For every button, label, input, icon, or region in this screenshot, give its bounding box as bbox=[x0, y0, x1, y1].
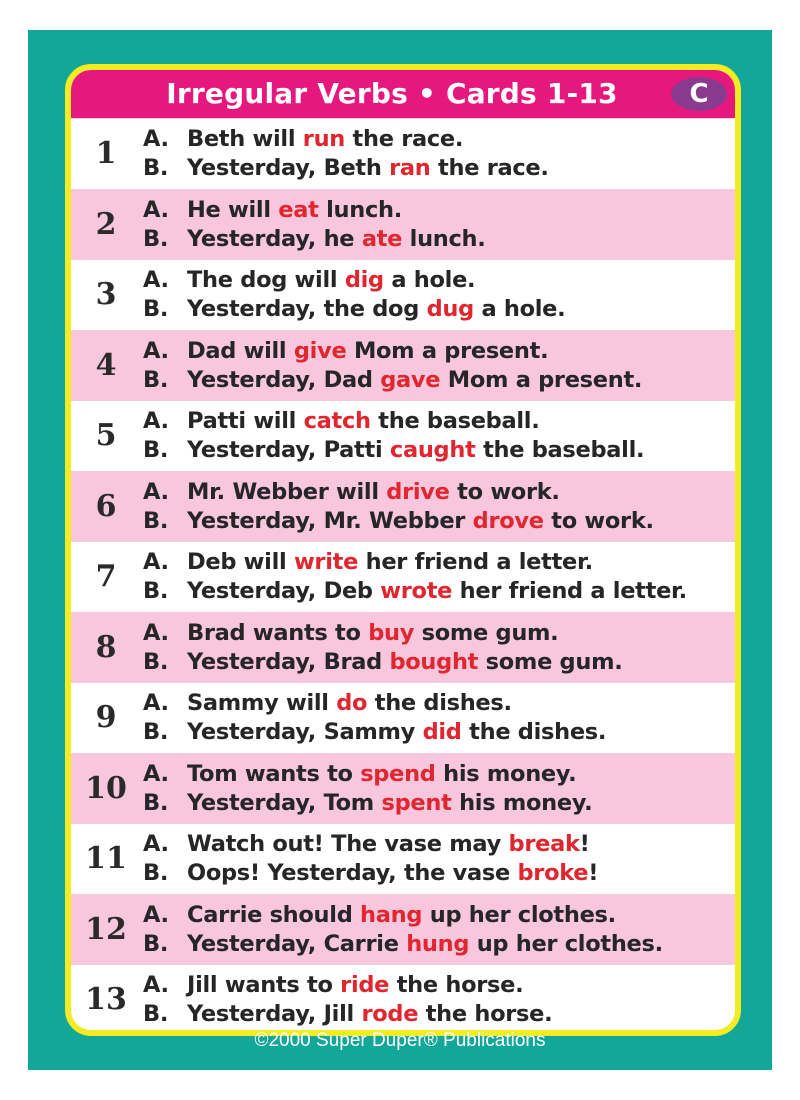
present-verb: dig bbox=[344, 267, 384, 293]
present-verb: give bbox=[293, 337, 347, 364]
sentence-pair bbox=[143, 901, 735, 959]
sentence-b-before: Yesterday, Patti bbox=[187, 437, 390, 463]
label-b: B. bbox=[143, 719, 169, 745]
sentence-pair bbox=[143, 337, 735, 395]
sentence-a bbox=[143, 125, 735, 154]
sentence-a bbox=[143, 830, 735, 859]
card-header bbox=[71, 70, 735, 118]
sentence-b bbox=[143, 436, 735, 465]
sentence-b-after: the baseball. bbox=[475, 437, 645, 463]
row-number: 6 bbox=[95, 488, 117, 524]
sentence-a-before: Mr. Webber will bbox=[187, 478, 387, 505]
sentence-a-after: her friend a letter. bbox=[358, 549, 593, 575]
label-b: B. bbox=[143, 789, 169, 816]
sentence-b-after: the dishes. bbox=[461, 719, 607, 745]
sentence-b-before: Yesterday, Brad bbox=[187, 648, 390, 675]
label-a: A. bbox=[143, 831, 169, 857]
sentence-b-after: to work. bbox=[543, 507, 654, 534]
past-verb: spent bbox=[381, 789, 452, 816]
sentence-b-before: Yesterday, the dog bbox=[187, 296, 427, 322]
sentence-a-before: He will bbox=[187, 196, 279, 223]
past-verb: drove bbox=[472, 507, 544, 534]
sentence-b bbox=[143, 648, 735, 677]
sentence-b-before: Yesterday, Carrie bbox=[187, 930, 407, 957]
sentence-a-before: Watch out! The vase may bbox=[187, 831, 509, 857]
sentence-b-after: the horse. bbox=[418, 1001, 553, 1027]
row-number: 3 bbox=[95, 277, 117, 313]
sentence-b-before: Yesterday, Sammy bbox=[187, 719, 423, 745]
sentence-a-after: the horse. bbox=[389, 972, 524, 998]
row-number: 7 bbox=[95, 559, 117, 595]
past-verb: gave bbox=[380, 366, 441, 393]
sentence-b-before: Yesterday, Mr. Webber bbox=[187, 507, 473, 534]
sentence-a-before: The dog will bbox=[187, 267, 345, 293]
present-verb: write bbox=[293, 549, 359, 575]
sentence-a-after: up her clothes. bbox=[422, 901, 616, 928]
past-verb: dug bbox=[426, 296, 474, 322]
sentence-b-before: Yesterday, Tom bbox=[187, 789, 382, 816]
sentence-a-before: Tom wants to bbox=[187, 760, 361, 787]
label-b: B. bbox=[143, 648, 169, 675]
sentence-b-after: the race. bbox=[430, 155, 549, 181]
present-verb: eat bbox=[278, 196, 319, 223]
sentence-a bbox=[143, 689, 735, 718]
past-verb: rode bbox=[361, 1001, 419, 1027]
sentence-a-after: ! bbox=[579, 831, 590, 857]
sentence-a-after: lunch. bbox=[318, 196, 402, 223]
label-a: A. bbox=[143, 619, 169, 646]
sentence-a bbox=[143, 478, 735, 507]
sentence-a bbox=[143, 266, 735, 295]
label-a: A. bbox=[143, 267, 169, 293]
sentence-pair bbox=[143, 266, 735, 324]
sentence-pair bbox=[143, 971, 735, 1029]
past-verb: caught bbox=[389, 437, 476, 463]
sentence-b-before: Oops! Yesterday, the vase bbox=[187, 860, 518, 886]
past-verb: broke bbox=[517, 860, 589, 886]
sentence-b-after: Mom a present. bbox=[440, 366, 643, 393]
label-a: A. bbox=[143, 478, 169, 505]
card-title: Irregular Verbs • Cards 1-13 bbox=[166, 77, 618, 110]
sentence-list bbox=[71, 118, 735, 1035]
row-number: 10 bbox=[85, 770, 127, 806]
label-a: A. bbox=[143, 126, 169, 152]
sentence-b bbox=[143, 1000, 735, 1029]
present-verb: ride bbox=[340, 972, 390, 998]
sentence-b-after: up her clothes. bbox=[469, 930, 663, 957]
sentence-a-before: Carrie should bbox=[187, 901, 361, 928]
sentence-pair bbox=[143, 196, 735, 254]
sentence-pair bbox=[143, 548, 735, 606]
past-verb: wrote bbox=[380, 578, 453, 604]
sentence-b bbox=[143, 295, 735, 324]
present-verb: buy bbox=[368, 619, 415, 646]
label-a: A. bbox=[143, 760, 169, 787]
flash-card bbox=[28, 30, 772, 1070]
sentence-a-before: Dad will bbox=[187, 337, 294, 364]
present-verb: drive bbox=[386, 478, 450, 505]
sentence-a bbox=[143, 407, 735, 436]
sentence-b bbox=[143, 225, 735, 254]
present-verb: catch bbox=[303, 408, 371, 434]
sentence-row bbox=[71, 682, 735, 753]
sentence-row bbox=[71, 894, 735, 965]
label-b: B. bbox=[143, 296, 169, 322]
label-a: A. bbox=[143, 901, 169, 928]
sentence-b-after: lunch. bbox=[402, 225, 486, 252]
sentence-b-before: Yesterday, Deb bbox=[187, 578, 381, 604]
sentence-b bbox=[143, 718, 735, 747]
past-verb: did bbox=[422, 719, 462, 745]
sentence-row bbox=[71, 118, 735, 189]
past-verb: ran bbox=[389, 155, 431, 181]
sentence-b-after: her friend a letter. bbox=[452, 578, 687, 604]
label-b: B. bbox=[143, 578, 169, 604]
row-number: 2 bbox=[95, 206, 117, 242]
sentence-row bbox=[71, 400, 735, 471]
row-number: 4 bbox=[95, 347, 117, 383]
sentence-b-after: some gum. bbox=[478, 648, 623, 675]
sentence-b-after: his money. bbox=[451, 789, 593, 816]
sentence-b bbox=[143, 154, 735, 183]
sentence-a bbox=[143, 619, 735, 648]
row-number: 5 bbox=[95, 418, 117, 454]
sentence-a-before: Jill wants to bbox=[187, 972, 341, 998]
sentence-pair bbox=[143, 760, 735, 818]
label-a: A. bbox=[143, 972, 169, 998]
sentence-a-before: Sammy will bbox=[187, 690, 337, 716]
sentence-a bbox=[143, 760, 735, 789]
label-b: B. bbox=[143, 1001, 169, 1027]
copyright-footer: ©2000 Super Duper® Publications bbox=[254, 1030, 546, 1051]
sentence-a-after: to work. bbox=[449, 478, 560, 505]
present-verb: do bbox=[336, 690, 368, 716]
label-b: B. bbox=[143, 860, 169, 886]
label-b: B. bbox=[143, 437, 169, 463]
present-verb: run bbox=[302, 126, 346, 152]
label-b: B. bbox=[143, 930, 169, 957]
label-a: A. bbox=[143, 196, 169, 223]
row-number: 12 bbox=[85, 911, 127, 947]
row-number: 9 bbox=[95, 700, 117, 736]
row-number: 8 bbox=[95, 629, 117, 665]
sentence-a bbox=[143, 901, 735, 930]
sentence-row bbox=[71, 189, 735, 260]
sentence-row bbox=[71, 259, 735, 330]
sentence-b-after: a hole. bbox=[473, 296, 566, 322]
sentence-pair bbox=[143, 830, 735, 888]
row-number: 1 bbox=[95, 136, 117, 172]
sentence-a-after: his money. bbox=[435, 760, 577, 787]
sentence-b-before: Yesterday, he bbox=[187, 225, 362, 252]
label-b: B. bbox=[143, 155, 169, 181]
label-b: B. bbox=[143, 225, 169, 252]
sentence-a-before: Brad wants to bbox=[187, 619, 369, 646]
sentence-a-after: some gum. bbox=[414, 619, 559, 646]
sentence-b bbox=[143, 507, 735, 536]
sentence-a-before: Beth will bbox=[187, 126, 303, 152]
sentence-a-after: the baseball. bbox=[370, 408, 540, 434]
past-verb: ate bbox=[361, 225, 403, 252]
sentence-a-after: Mom a present. bbox=[346, 337, 549, 364]
sentence-b-after: ! bbox=[588, 860, 599, 886]
row-number: 13 bbox=[85, 982, 127, 1018]
sentence-row bbox=[71, 330, 735, 401]
label-a: A. bbox=[143, 337, 169, 364]
present-verb: hang bbox=[360, 901, 423, 928]
sentence-pair bbox=[143, 478, 735, 536]
sentence-a bbox=[143, 196, 735, 225]
sentence-row bbox=[71, 612, 735, 683]
sentence-row bbox=[71, 823, 735, 894]
sentence-pair bbox=[143, 619, 735, 677]
sentence-b-before: Yesterday, Dad bbox=[187, 366, 381, 393]
label-b: B. bbox=[143, 366, 169, 393]
card-panel bbox=[65, 64, 741, 1036]
sentence-b-before: Yesterday, Jill bbox=[187, 1001, 362, 1027]
sentence-b bbox=[143, 366, 735, 395]
present-verb: break bbox=[508, 831, 580, 857]
sentence-a-after: the dishes. bbox=[367, 690, 512, 716]
sentence-row bbox=[71, 964, 735, 1035]
sentence-a bbox=[143, 548, 735, 577]
sentence-row bbox=[71, 541, 735, 612]
label-a: A. bbox=[143, 690, 169, 716]
sentence-a-before: Patti will bbox=[187, 408, 304, 434]
sentence-a bbox=[143, 337, 735, 366]
label-a: A. bbox=[143, 549, 169, 575]
sentence-pair bbox=[143, 689, 735, 747]
sentence-row bbox=[71, 471, 735, 542]
past-verb: bought bbox=[389, 648, 479, 675]
label-a: A. bbox=[143, 408, 169, 434]
sentence-b bbox=[143, 930, 735, 959]
present-verb: spend bbox=[360, 760, 436, 787]
sentence-b-before: Yesterday, Beth bbox=[187, 155, 390, 181]
set-badge: C bbox=[671, 77, 727, 111]
sentence-row bbox=[71, 753, 735, 824]
sentence-b bbox=[143, 577, 735, 606]
sentence-pair bbox=[143, 407, 735, 465]
sentence-b bbox=[143, 859, 735, 888]
label-b: B. bbox=[143, 507, 169, 534]
row-number: 11 bbox=[85, 841, 127, 877]
sentence-pair bbox=[143, 125, 735, 183]
sentence-a bbox=[143, 971, 735, 1000]
sentence-a-after: a hole. bbox=[383, 267, 476, 293]
past-verb: hung bbox=[406, 930, 470, 957]
sentence-b bbox=[143, 789, 735, 818]
sentence-a-after: the race. bbox=[345, 126, 464, 152]
sentence-a-before: Deb will bbox=[187, 549, 294, 575]
